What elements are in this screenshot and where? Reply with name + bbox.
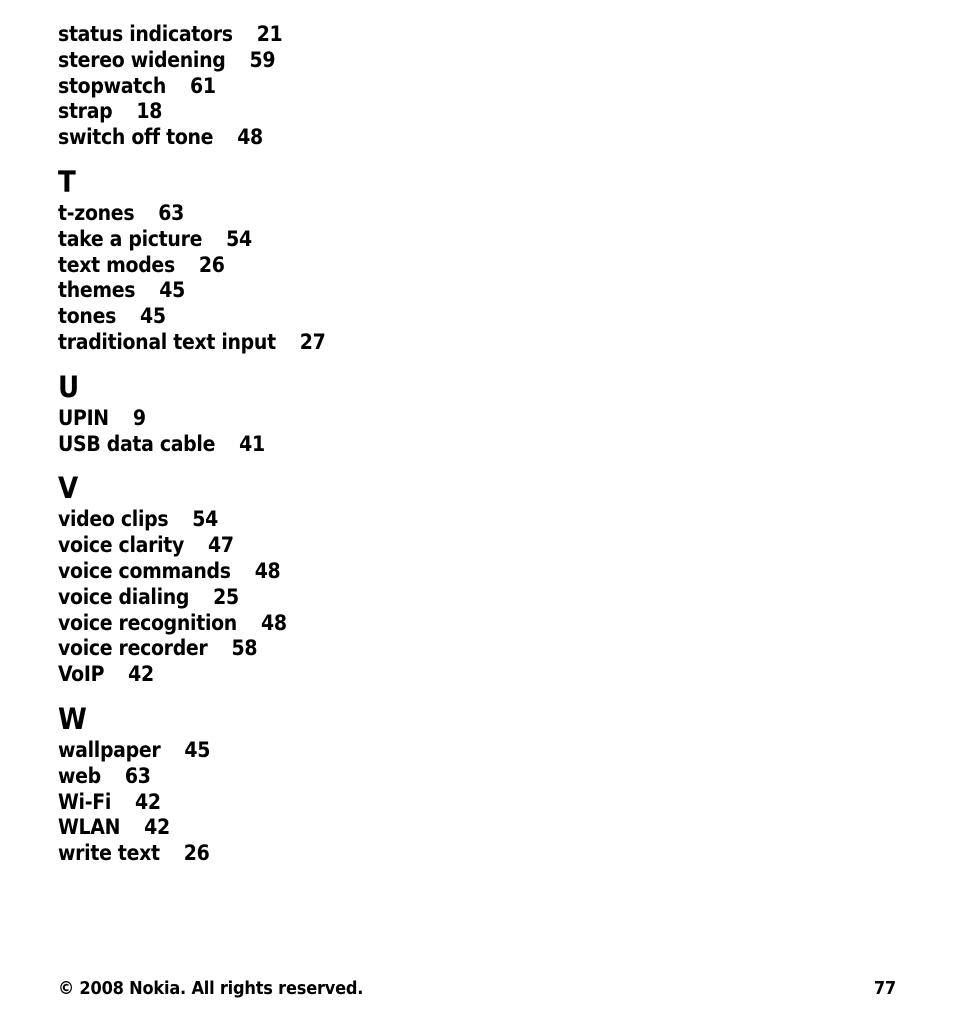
index-entry bbox=[58, 738, 898, 764]
entry-page: 45 bbox=[159, 278, 185, 303]
entry-page: 54 bbox=[192, 507, 218, 532]
entry-term: traditional text input bbox=[58, 329, 276, 354]
entry-page: 45 bbox=[140, 304, 166, 329]
entry-term: voice dialing bbox=[58, 584, 190, 609]
index-entry bbox=[58, 764, 898, 790]
entry-term: voice commands bbox=[58, 558, 231, 583]
entry-page: 63 bbox=[124, 763, 151, 788]
index-entry bbox=[58, 533, 898, 559]
entry-term: write text bbox=[58, 841, 160, 866]
entry-term: stopwatch bbox=[58, 73, 166, 98]
index-entry bbox=[58, 227, 898, 253]
index-entry bbox=[58, 201, 898, 227]
entry-term: voice clarity bbox=[58, 533, 185, 558]
index-entry bbox=[58, 253, 898, 279]
entry-page: 47 bbox=[208, 533, 234, 558]
index-entry bbox=[58, 99, 898, 125]
index-group-u bbox=[58, 370, 898, 458]
entry-page: 48 bbox=[254, 558, 281, 583]
section-letter: W bbox=[58, 701, 87, 736]
entry-term: voice recorder bbox=[58, 636, 208, 661]
section-letter: V bbox=[58, 471, 79, 506]
index-entry bbox=[58, 611, 898, 637]
index-group-t bbox=[58, 165, 898, 356]
copyright-notice: © 2008 Nokia. All rights reserved. bbox=[58, 978, 364, 999]
entry-page: 21 bbox=[256, 22, 283, 46]
index-entry bbox=[58, 330, 898, 356]
entry-page: 25 bbox=[213, 584, 239, 609]
entry-page: 48 bbox=[237, 125, 263, 150]
index-entry bbox=[58, 790, 898, 816]
index-entry bbox=[58, 841, 898, 867]
entry-page: 58 bbox=[231, 636, 258, 661]
entry-term: themes bbox=[58, 278, 136, 303]
entry-term: Wi-Fi bbox=[58, 789, 112, 814]
entry-page: 9 bbox=[132, 405, 146, 430]
entry-page: 61 bbox=[189, 73, 216, 98]
index-entry bbox=[58, 125, 898, 151]
index-entry bbox=[58, 304, 898, 330]
index-entry bbox=[58, 636, 898, 662]
entry-term: USB data cable bbox=[58, 431, 216, 456]
entry-page: 26 bbox=[183, 841, 210, 866]
entry-term: take a picture bbox=[58, 226, 203, 251]
index-entry bbox=[58, 22, 898, 48]
entry-term: tones bbox=[58, 304, 117, 329]
entry-term: WLAN bbox=[58, 815, 121, 840]
entry-page: 59 bbox=[249, 47, 276, 72]
section-letter: U bbox=[58, 369, 80, 404]
page-number: 77 bbox=[873, 978, 896, 999]
index-entry bbox=[58, 48, 898, 74]
index-entry bbox=[58, 507, 898, 533]
entry-term: switch off tone bbox=[58, 125, 214, 150]
entry-term: status indicators bbox=[58, 22, 233, 46]
entry-term: strap bbox=[58, 99, 113, 124]
index-group-v bbox=[58, 471, 898, 688]
entry-page: 18 bbox=[136, 99, 163, 124]
entry-term: wallpaper bbox=[58, 737, 161, 762]
index-group-w bbox=[58, 702, 898, 867]
entry-page: 42 bbox=[135, 789, 161, 814]
entry-term: voice recognition bbox=[58, 610, 237, 635]
entry-page: 26 bbox=[198, 252, 225, 277]
entry-page: 45 bbox=[184, 737, 211, 762]
entry-page: 27 bbox=[299, 329, 326, 354]
index-group-s bbox=[58, 22, 898, 151]
index-entry bbox=[58, 815, 898, 841]
entry-term: web bbox=[58, 763, 101, 788]
entry-term: stereo widening bbox=[58, 47, 226, 72]
index-entry bbox=[58, 406, 898, 432]
entry-page: 42 bbox=[128, 662, 154, 687]
index-entry bbox=[58, 585, 898, 611]
entry-term: t-zones bbox=[58, 200, 135, 225]
entry-page: 54 bbox=[226, 226, 252, 251]
index-entry bbox=[58, 278, 898, 304]
entry-term: UPIN bbox=[58, 405, 109, 430]
index-entry bbox=[58, 432, 898, 458]
entry-page: 41 bbox=[239, 431, 265, 456]
entry-page: 42 bbox=[144, 815, 170, 840]
page-footer bbox=[58, 978, 896, 999]
index-entry bbox=[58, 662, 898, 688]
index-entry bbox=[58, 559, 898, 585]
index-entry bbox=[58, 74, 898, 100]
entry-term: VoIP bbox=[58, 662, 105, 687]
entry-term: video clips bbox=[58, 507, 169, 532]
section-letter: T bbox=[58, 164, 76, 199]
index-page bbox=[58, 22, 898, 867]
entry-page: 63 bbox=[158, 200, 184, 225]
entry-term: text modes bbox=[58, 252, 175, 277]
entry-page: 48 bbox=[260, 610, 287, 635]
